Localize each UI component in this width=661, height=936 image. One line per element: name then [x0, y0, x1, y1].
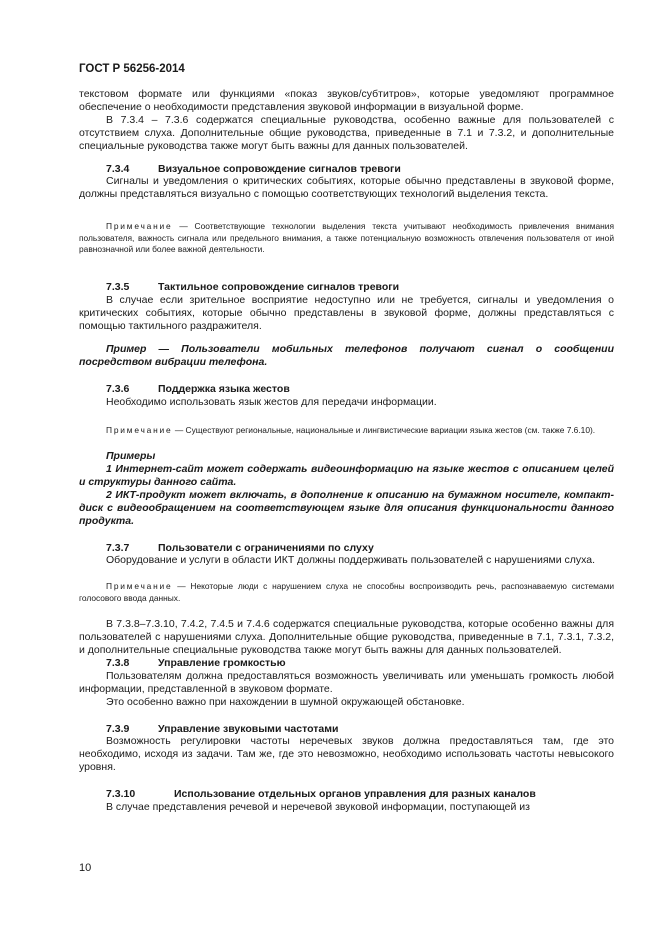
section-number: 7.3.9 [106, 722, 130, 735]
section-number: 7.3.4 [106, 162, 130, 175]
section-title: Поддержка языка жестов [158, 382, 290, 395]
paragraph: Возможность регулировки частоты неречевых звуков должна предоставляться там, где это необходимо, исходя из задачи. Там же, где это невозможно, необходимо использовать частоты невысокого уровня. [79, 735, 614, 774]
paragraph: Оборудование и услуги в области ИКТ должны поддерживать пользователей с нарушениями слуха. [106, 554, 596, 567]
paragraph: В случае представления речевой и неречевой звуковой информации, поступающей из [106, 801, 530, 814]
note-text: — Соответствующие технологии выделения текста учитывают необходимость привлечения внимания пользователя, важность сигнала или предельного внимания, а также потенциальную возможность отвлечения пользователя от иной равнозначной или более важной деятельности. [79, 221, 614, 255]
section-title: Управление звуковыми частотами [158, 722, 339, 735]
section-number: 7.3.7 [106, 541, 130, 554]
example: 2 ИКТ-продукт может включать, в дополнение к описанию на бумажном носителе, компакт-диск с видеообращением на соответствующем языке для описания функциональности данного продукта. [79, 488, 614, 527]
section-number: 7.3.6 [106, 382, 130, 395]
section-number: 7.3.8 [106, 656, 130, 669]
section-title: Визуальное сопровождение сигналов тревоги [158, 162, 401, 175]
note [79, 581, 614, 604]
note-label: Примечание [106, 581, 173, 592]
document-body [79, 88, 614, 814]
section-title: Пользователи с ограничениями по слуху [158, 541, 374, 554]
section-number: 7.3.10 [106, 788, 136, 801]
paragraph: Необходимо использовать язык жестов для передачи информации. [106, 395, 437, 408]
note-text: — Некоторые люди с нарушением слуха не способны воспроизводить речь, распознаваемую системами голосового ввода данных. [79, 581, 615, 603]
section-heading-7-3-8 [79, 657, 614, 670]
note [79, 221, 614, 255]
section-title: Тактильное сопровождение сигналов тревоги [158, 281, 400, 294]
examples-title: Примеры [106, 450, 156, 463]
note-text: — Существуют региональные, национальные и лингвистические вариации языка жестов (см. также 7.6.10). [174, 424, 596, 435]
paragraph: Сигналы и уведомления о критических событиях, которые обычно представлены в звуковой форме, должны представляться визуально с помощью соответствующих технологий выделения текста. [79, 175, 614, 201]
note-label: Примечание [106, 221, 173, 232]
page-header-standard-title: ГОСТ Р 56256-2014 [79, 63, 185, 75]
section-heading-7-3-10 [79, 788, 614, 801]
example: 1 Интернет-сайт может содержать видеоинформацию на языке жестов с описанием целей и структуры данного сайта. [79, 463, 614, 488]
paragraph: В случае если зрительное восприятие недоступно или не требуется, сигналы и уведомления о критических событиях, которые обычно представлены в звуковой форме, должны представляться с помощью тактильного раздражителя. [79, 294, 614, 333]
paragraph: Это особенно важно при нахождении в шумной окружающей обстановке. [106, 695, 465, 708]
section-heading-7-3-9 [79, 723, 614, 736]
section-title: Использование отдельных органов управления для разных каналов [174, 788, 536, 801]
paragraph: текстовом формате или функциями «показ звуков/субтитров», которые уведомляют программное обеспечение о необходимости представления звуковой информации в визуальной форме. [79, 88, 614, 113]
section-number: 7.3.5 [106, 281, 130, 294]
paragraph: В 7.3.4 – 7.3.6 содержатся специальные руководства, особенно важные для пользователей с отсутствием слуха. Дополнительные общие руководства, приведенные в 7.1 и 7.3.2, и дополнительные специальные руководства также могут быть важны для данных пользователей. [79, 113, 614, 152]
section-heading-7-3-7 [79, 542, 614, 555]
section-heading-7-3-6 [79, 383, 614, 396]
paragraph: В 7.3.8–7.3.10, 7.4.2, 7.4.5 и 7.4.6 содержатся специальные руководства, которые особенно важны для пользователей с нарушениями слуха. Дополнительные общие руководства, приведенные в 7.1, 7.3.1, 7.3.2, и дополнительные специальные руководства также могут быть важны для данных пользователей. [79, 618, 614, 656]
page-number: 10 [79, 862, 92, 874]
section-heading-7-3-5 [79, 281, 614, 294]
example: Пример — Пользователи мобильных телефонов получают сигнал о сообщении посредством вибрации телефона. [79, 343, 614, 368]
section-title: Управление громкостью [158, 656, 286, 669]
note [79, 425, 614, 436]
paragraph: Пользователям должна предоставляться возможность увеличивать или уменьшать громкость любой информации, представленной в звуковом формате. [79, 669, 614, 695]
section-heading-7-3-4 [79, 163, 614, 176]
note-label: Примечание [106, 424, 173, 435]
